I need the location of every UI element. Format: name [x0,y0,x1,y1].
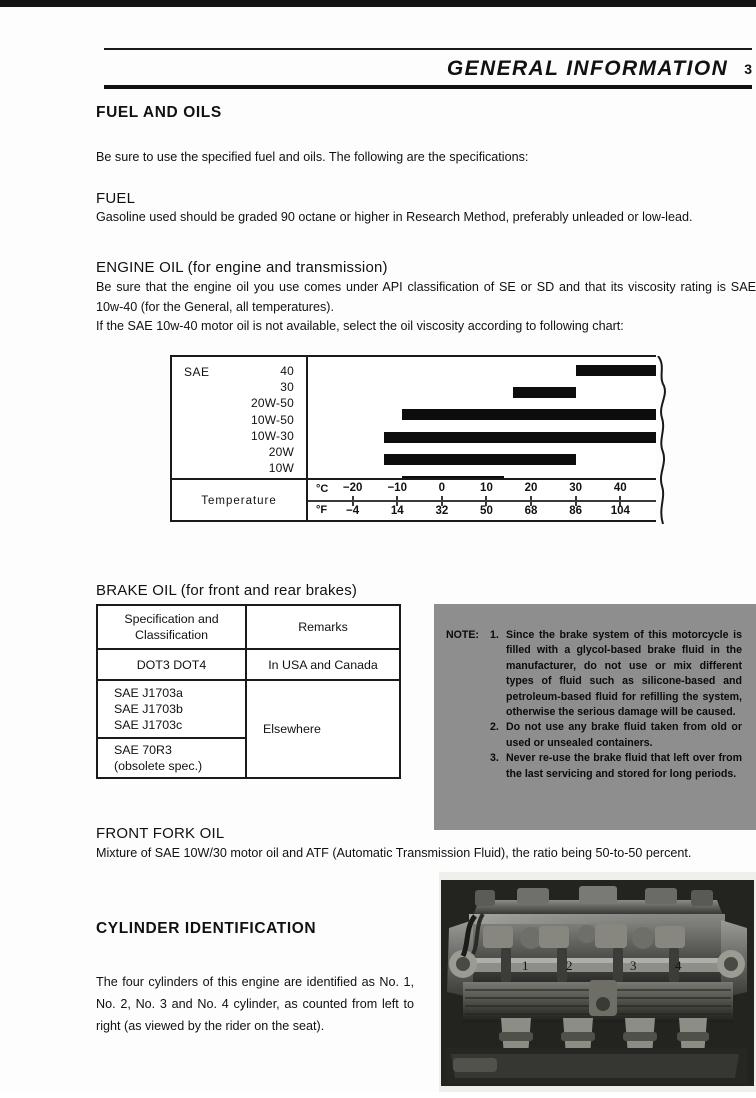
chart-bar-row [308,407,656,423]
chart-grade-list [172,363,294,476]
table-header-remarks: Remarks [247,606,399,650]
chart-tick-label-celsius: 20 [524,482,538,494]
oil-viscosity-chart [170,355,656,522]
table-header-spec-line1: Specification and [124,612,219,626]
spec-line: SAE J1703a [114,686,183,700]
note-item [446,628,742,720]
chart-axis-line [308,500,656,502]
chart-tick-label-fahrenheit: −4 [346,505,360,517]
cylinder-number-2: 2 [566,958,573,973]
chart-bar [513,387,575,398]
chart-tick-label-fahrenheit: 68 [524,505,538,517]
chart-grade-label: 30 [280,380,294,395]
note-callout-box [434,604,756,830]
note-number: 3. [490,752,499,765]
table-cell-remark: In USA and Canada [247,650,399,681]
table-spec-stack [98,681,247,777]
chart-tick-label-fahrenheit: 104 [610,505,630,517]
header-rule-top [104,48,752,50]
chart-bar [576,365,656,376]
heading-brake-oil: BRAKE OIL (for front and rear brakes) [96,582,358,599]
chart-tick-label-celsius: −10 [387,482,407,494]
spec-line: SAE 70R3 [114,743,172,757]
page-header [104,48,752,89]
chart-tick-label-fahrenheit: 14 [390,505,404,517]
chart-grade-label: 40 [280,364,294,378]
chart-bar-row [308,452,656,468]
cylinder-number-4: 4 [675,958,682,973]
chart-bar [402,409,656,420]
heading-cylinder-identification: CYLINDER IDENTIFICATION [96,920,317,937]
cylinder-number-3: 3 [630,958,637,973]
spec-line: SAE J1703b [114,702,183,716]
cylinder-number-1: 1 [522,958,529,973]
engine-photo-illustration [439,872,756,1098]
chart-grade-label: 10W-30 [250,428,294,443]
note-item [446,720,742,751]
note-text: Never re-use the brake fluid that left over from the last servicing and stored for long periods. [506,752,742,780]
chart-grade-column [172,357,308,480]
paragraph-front-fork-oil-body: Mixture of SAE 10W/30 motor oil and ATF (Automatic Transmission Fluid), the ratio being 50-to-50 percent. [96,846,692,860]
paragraph-engine-oil-body-2: If the SAE 10w-40 motor oil is not available, select the oil viscosity according to following chart: [96,319,624,333]
paragraph-fuel-and-oils-intro: Be sure to use the specified fuel and oils. The following are the specifications: [96,150,529,164]
chart-grade-label: 10W-50 [250,412,294,427]
chart-unit-fahrenheit: °F [316,504,328,516]
paragraph-fuel-body: Gasoline used should be graded 90 octane or higher in Research Method, preferably unleaded or low-lead. [96,210,693,224]
chart-bar-row [308,430,656,446]
note-number: 2. [490,721,499,734]
chart-temperature-scale [308,480,656,522]
note-number: 1. [490,629,499,641]
note-content [446,628,742,782]
table-cell-spec [98,681,247,739]
chart-tick-label-celsius: 0 [438,482,446,494]
table-cell-remark: Elsewhere [263,722,321,736]
chart-temperature-row [172,480,656,522]
chart-bar-row [308,363,656,379]
heading-engine-oil: ENGINE OIL (for engine and transmission) [96,259,388,276]
page-number: 3 [744,61,752,77]
note-label: NOTE: [446,629,479,641]
chart-tick-label-celsius: 10 [480,482,493,494]
heading-fuel: FUEL [96,190,136,207]
chart-break-squiggle-icon [656,356,668,524]
heading-fuel-and-oils: FUEL AND OILS [96,104,222,121]
chart-tick-label-celsius: 40 [613,482,627,494]
chart-sae-header: SAE [184,365,210,379]
chart-temperature-label: Temperature [201,495,277,507]
chart-grade-label: 20W-50 [250,396,294,411]
chart-tick-label-celsius: −20 [342,482,363,494]
note-text: Do not use any brake fluid taken from old or used or unsealed containers. [506,721,742,749]
chart-tick-label-fahrenheit: 50 [480,505,493,517]
header-title: GENERAL INFORMATION [446,57,729,80]
chart-tick-label-celsius: 30 [569,482,583,494]
chart-unit-celsius: °C [316,483,329,495]
chart-plot-area [308,357,656,480]
table-row [98,650,399,681]
table-row-group [98,681,399,777]
table-header-row [98,606,399,650]
note-text: Since the brake system of this motorcycle is filled with a glycol-based brake fluid in the manufacturer, do not use or mix different types of fluid such as silicone-based and petroleum-based fluid for refilling the system, otherwise the serious damage will be caused. [506,629,742,719]
spec-line: SAE J1703c [114,718,183,732]
header-content [104,52,752,86]
table-header-specification [98,606,247,650]
table-cell-spec: DOT3 DOT4 [98,650,247,681]
paragraph-engine-oil-body-1: Be sure that the engine oil you use comes under API classification of SE or SD and that its viscosity rating is SAE 10w-40 (for the General, all temperatures). [96,280,756,314]
heading-front-fork-oil: FRONT FORK OIL [96,825,225,842]
chart-grade-label: 20W [268,444,294,459]
note-item [446,751,742,782]
scan-edge-top [0,0,756,7]
chart-bar [384,454,576,465]
chart-bar [384,432,656,443]
chart-grade-label: 10W [268,461,294,476]
engine-photo [439,872,756,1098]
table-header-spec-line2: Classification [135,628,208,642]
chart-bar-row [308,385,656,401]
scan-edge-bottom [0,1092,756,1098]
spec-line: (obsolete spec.) [114,759,203,773]
paragraph-cylinder-identification-body: The four cylinders of this engine are identified as No. 1, No. 2, No. 3 and No. 4 cylinder, as counted from left to right (as viewed by the rider on the seat). [96,975,414,1033]
brake-oil-table [96,604,401,779]
table-cell-spec [98,739,247,777]
chart-tick-label-fahrenheit: 32 [435,505,449,517]
chart-temperature-label-cell [172,480,308,522]
chart-tick-label-fahrenheit: 86 [569,505,583,517]
